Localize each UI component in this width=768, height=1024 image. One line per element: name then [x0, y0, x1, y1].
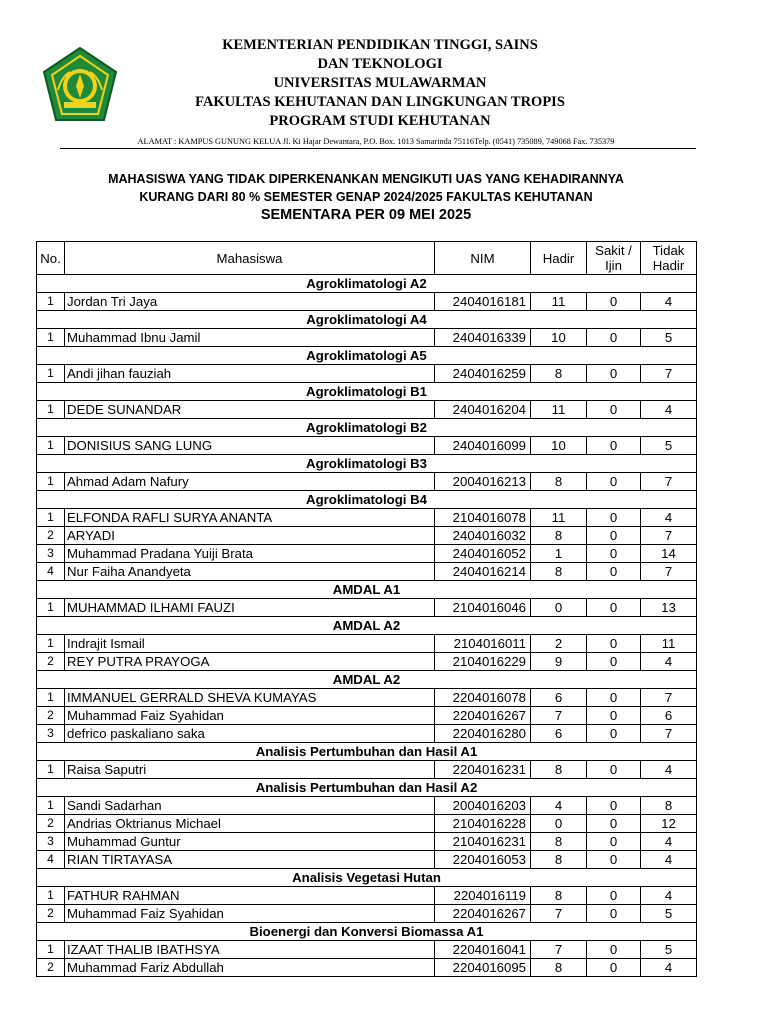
- cell-nim: 2104016228: [435, 815, 531, 833]
- cell-sakit-ijin: 0: [587, 887, 641, 905]
- title-line-3: SEMENTARA PER 09 MEI 2025: [260, 207, 472, 223]
- cell-tidak-hadir: 4: [641, 761, 697, 779]
- cell-hadir: 8: [531, 959, 587, 977]
- cell-tidak-hadir: 14: [641, 545, 697, 563]
- cell-no: 1: [37, 635, 65, 653]
- table-row: [37, 797, 697, 815]
- cell-name: Raisa Saputri: [65, 761, 435, 779]
- table-row: [37, 905, 697, 923]
- cell-hadir: 8: [531, 887, 587, 905]
- course-group-row: [37, 455, 697, 473]
- cell-nim: 2204016267: [435, 707, 531, 725]
- course-name: AMDAL A2: [37, 617, 697, 635]
- cell-hadir: 8: [531, 365, 587, 383]
- cell-nim: 2204016119: [435, 887, 531, 905]
- cell-hadir: 7: [531, 707, 587, 725]
- table-body: [37, 275, 697, 977]
- course-group-row: [37, 275, 697, 293]
- cell-sakit-ijin: 0: [587, 653, 641, 671]
- table-row: [37, 401, 697, 419]
- cell-sakit-ijin: 0: [587, 473, 641, 491]
- cell-sakit-ijin: 0: [587, 689, 641, 707]
- attendance-table: [36, 241, 697, 977]
- cell-sakit-ijin: 0: [587, 725, 641, 743]
- cell-sakit-ijin: 0: [587, 365, 641, 383]
- table-row: [37, 509, 697, 527]
- cell-sakit-ijin: 0: [587, 545, 641, 563]
- course-group-row: [37, 779, 697, 797]
- table-row: [37, 473, 697, 491]
- cell-no: 1: [37, 293, 65, 311]
- cell-name: Jordan Tri Jaya: [65, 293, 435, 311]
- cell-sakit-ijin: 0: [587, 509, 641, 527]
- header-mahasiswa: Mahasiswa: [65, 242, 435, 275]
- cell-no: 2: [37, 905, 65, 923]
- header-no: No.: [37, 242, 65, 275]
- cell-tidak-hadir: 4: [641, 293, 697, 311]
- course-group-row: [37, 617, 697, 635]
- cell-name: Muhammad Pradana Yuiji Brata: [65, 545, 435, 563]
- cell-nim: 2004016203: [435, 797, 531, 815]
- course-name: Analisis Pertumbuhan dan Hasil A2: [37, 779, 697, 797]
- cell-hadir: 4: [531, 797, 587, 815]
- cell-name: Muhammad Ibnu Jamil: [65, 329, 435, 347]
- course-group-row: [37, 923, 697, 941]
- cell-name: Nur Faiha Anandyeta: [65, 563, 435, 581]
- table-row: [37, 941, 697, 959]
- cell-tidak-hadir: 4: [641, 833, 697, 851]
- cell-hadir: 8: [531, 851, 587, 869]
- cell-sakit-ijin: 0: [587, 635, 641, 653]
- cell-no: 1: [37, 509, 65, 527]
- cell-no: 1: [37, 887, 65, 905]
- cell-tidak-hadir: 13: [641, 599, 697, 617]
- cell-no: 1: [37, 365, 65, 383]
- cell-sakit-ijin: 0: [587, 707, 641, 725]
- cell-sakit-ijin: 0: [587, 959, 641, 977]
- course-group-row: [37, 347, 697, 365]
- course-group-row: [37, 743, 697, 761]
- course-name: Analisis Pertumbuhan dan Hasil A1: [37, 743, 697, 761]
- cell-sakit-ijin: 0: [587, 527, 641, 545]
- course-name: Agroklimatologi B3: [37, 455, 697, 473]
- cell-hadir: 7: [531, 941, 587, 959]
- table-row: [37, 527, 697, 545]
- course-name: Agroklimatologi B4: [37, 491, 697, 509]
- cell-no: 1: [37, 329, 65, 347]
- cell-name: IZAAT THALIB IBATHSYA: [65, 941, 435, 959]
- cell-no: 2: [37, 959, 65, 977]
- title-line-1: MAHASISWA YANG TIDAK DIPERKENANKAN MENGIKUTI UAS YANG KEHADIRANNYA: [108, 172, 624, 186]
- cell-tidak-hadir: 6: [641, 707, 697, 725]
- table-row: [37, 599, 697, 617]
- course-name: AMDAL A2: [37, 671, 697, 689]
- cell-hadir: 11: [531, 293, 587, 311]
- cell-sakit-ijin: 0: [587, 401, 641, 419]
- address-line: ALAMAT : KAMPUS GUNUNG KELUA Jl. Ki Hajar Dewantara, P.O. Box. 1013 Samarinda 75116Telp. (0541) 735089, 749068 Fax. 735379: [137, 137, 615, 146]
- cell-name: Ahmad Adam Nafury: [65, 473, 435, 491]
- cell-no: 1: [37, 689, 65, 707]
- cell-name: DEDE SUNANDAR: [65, 401, 435, 419]
- table-row: [37, 365, 697, 383]
- cell-sakit-ijin: 0: [587, 905, 641, 923]
- cell-no: 2: [37, 815, 65, 833]
- course-group-row: [37, 671, 697, 689]
- cell-hadir: 0: [531, 815, 587, 833]
- cell-no: 1: [37, 941, 65, 959]
- table-row: [37, 761, 697, 779]
- cell-nim: 2104016229: [435, 653, 531, 671]
- course-name: Agroklimatologi A4: [37, 311, 697, 329]
- cell-no: 4: [37, 563, 65, 581]
- cell-tidak-hadir: 4: [641, 653, 697, 671]
- course-name: AMDAL A1: [37, 581, 697, 599]
- cell-hadir: 0: [531, 599, 587, 617]
- header-tidak-line2: Hadir: [652, 258, 685, 273]
- cell-no: 3: [37, 545, 65, 563]
- course-name: Bioenergi dan Konversi Biomassa A1: [37, 923, 697, 941]
- cell-tidak-hadir: 5: [641, 941, 697, 959]
- course-name: Analisis Vegetasi Hutan: [37, 869, 697, 887]
- cell-name: REY PUTRA PRAYOGA: [65, 653, 435, 671]
- cell-name: Muhammad Guntur: [65, 833, 435, 851]
- cell-no: 1: [37, 437, 65, 455]
- cell-nim: 2404016204: [435, 401, 531, 419]
- cell-no: 2: [37, 707, 65, 725]
- cell-hadir: 2: [531, 635, 587, 653]
- cell-hadir: 6: [531, 689, 587, 707]
- cell-no: 4: [37, 851, 65, 869]
- cell-tidak-hadir: 7: [641, 527, 697, 545]
- document-title: [30, 170, 702, 224]
- cell-hadir: 11: [531, 401, 587, 419]
- cell-hadir: 6: [531, 725, 587, 743]
- cell-nim: 2204016041: [435, 941, 531, 959]
- cell-tidak-hadir: 5: [641, 905, 697, 923]
- institution-line: DAN TEKNOLOGI: [317, 56, 443, 72]
- table-row: [37, 887, 697, 905]
- cell-tidak-hadir: 4: [641, 401, 697, 419]
- table-row: [37, 959, 697, 977]
- course-group-row: [37, 419, 697, 437]
- table-row: [37, 293, 697, 311]
- header-sakit-line2: Ijin: [605, 258, 622, 273]
- cell-hadir: 11: [531, 509, 587, 527]
- institution-line: PROGRAM STUDI KEHUTANAN: [269, 113, 491, 129]
- cell-sakit-ijin: 0: [587, 941, 641, 959]
- cell-name: MUHAMMAD ILHAMI FAUZI: [65, 599, 435, 617]
- cell-no: 1: [37, 797, 65, 815]
- cell-name: Muhammad Fariz Abdullah: [65, 959, 435, 977]
- cell-nim: 2404016052: [435, 545, 531, 563]
- cell-nim: 2104016011: [435, 635, 531, 653]
- title-line-2: KURANG DARI 80 % SEMESTER GENAP 2024/2025 FAKULTAS KEHUTANAN: [139, 190, 593, 204]
- table-row: [37, 329, 697, 347]
- cell-nim: 2004016213: [435, 473, 531, 491]
- course-group-row: [37, 383, 697, 401]
- cell-tidak-hadir: 11: [641, 635, 697, 653]
- table-row: [37, 707, 697, 725]
- header-hadir: Hadir: [531, 242, 587, 275]
- cell-name: Sandi Sadarhan: [65, 797, 435, 815]
- cell-nim: 2204016078: [435, 689, 531, 707]
- cell-no: 3: [37, 725, 65, 743]
- cell-name: Muhammad Faiz Syahidan: [65, 905, 435, 923]
- header-sakit-line1: Sakit /: [595, 243, 632, 258]
- table-row: [37, 833, 697, 851]
- cell-tidak-hadir: 12: [641, 815, 697, 833]
- table-row: [37, 545, 697, 563]
- cell-hadir: 1: [531, 545, 587, 563]
- cell-nim: 2404016032: [435, 527, 531, 545]
- cell-name: Indrajit Ismail: [65, 635, 435, 653]
- cell-tidak-hadir: 7: [641, 365, 697, 383]
- cell-nim: 2104016046: [435, 599, 531, 617]
- cell-no: 1: [37, 401, 65, 419]
- header-nim: NIM: [435, 242, 531, 275]
- cell-name: defrico paskaliano saka: [65, 725, 435, 743]
- table-row: [37, 815, 697, 833]
- cell-no: 2: [37, 527, 65, 545]
- cell-no: 2: [37, 653, 65, 671]
- cell-hadir: 9: [531, 653, 587, 671]
- cell-sakit-ijin: 0: [587, 833, 641, 851]
- cell-tidak-hadir: 5: [641, 329, 697, 347]
- cell-nim: 2204016280: [435, 725, 531, 743]
- header-tidak-hadir: [641, 242, 697, 275]
- cell-name: ARYADI: [65, 527, 435, 545]
- cell-name: Andrias Oktrianus Michael: [65, 815, 435, 833]
- cell-tidak-hadir: 4: [641, 509, 697, 527]
- cell-hadir: 8: [531, 761, 587, 779]
- cell-sakit-ijin: 0: [587, 797, 641, 815]
- course-name: Agroklimatologi B2: [37, 419, 697, 437]
- cell-nim: 2404016214: [435, 563, 531, 581]
- cell-name: Andi jihan fauziah: [65, 365, 435, 383]
- cell-nim: 2204016231: [435, 761, 531, 779]
- cell-nim: 2204016095: [435, 959, 531, 977]
- cell-no: 3: [37, 833, 65, 851]
- cell-sakit-ijin: 0: [587, 815, 641, 833]
- cell-sakit-ijin: 0: [587, 599, 641, 617]
- cell-nim: 2404016259: [435, 365, 531, 383]
- table-row: [37, 851, 697, 869]
- cell-sakit-ijin: 0: [587, 851, 641, 869]
- university-seal-icon: [40, 46, 120, 126]
- cell-nim: 2204016267: [435, 905, 531, 923]
- table-row: [37, 653, 697, 671]
- cell-no: 1: [37, 599, 65, 617]
- institution-line: UNIVERSITAS MULAWARMAN: [273, 75, 487, 91]
- cell-hadir: 8: [531, 563, 587, 581]
- institution-name: [160, 36, 600, 131]
- cell-hadir: 7: [531, 905, 587, 923]
- cell-nim: 2404016099: [435, 437, 531, 455]
- cell-hadir: 10: [531, 437, 587, 455]
- cell-tidak-hadir: 7: [641, 689, 697, 707]
- cell-sakit-ijin: 0: [587, 437, 641, 455]
- cell-hadir: 10: [531, 329, 587, 347]
- cell-name: FATHUR RAHMAN: [65, 887, 435, 905]
- institution-line: FAKULTAS KEHUTANAN DAN LINGKUNGAN TROPIS: [195, 94, 565, 110]
- cell-no: 1: [37, 761, 65, 779]
- cell-name: IMMANUEL GERRALD SHEVA KUMAYAS: [65, 689, 435, 707]
- course-name: Agroklimatologi A2: [37, 275, 697, 293]
- header-tidak-line1: Tidak: [652, 243, 685, 258]
- letterhead: [0, 0, 768, 160]
- course-group-row: [37, 869, 697, 887]
- header-divider: [60, 148, 696, 149]
- course-group-row: [37, 311, 697, 329]
- table-row: [37, 635, 697, 653]
- table-header-row: [37, 242, 697, 275]
- cell-nim: 2104016231: [435, 833, 531, 851]
- cell-sakit-ijin: 0: [587, 563, 641, 581]
- course-name: Agroklimatologi A5: [37, 347, 697, 365]
- cell-no: 1: [37, 473, 65, 491]
- cell-name: RIAN TIRTAYASA: [65, 851, 435, 869]
- course-name: Agroklimatologi B1: [37, 383, 697, 401]
- course-group-row: [37, 491, 697, 509]
- header-sakit-ijin: [587, 242, 641, 275]
- cell-tidak-hadir: 4: [641, 851, 697, 869]
- cell-hadir: 8: [531, 473, 587, 491]
- cell-tidak-hadir: 4: [641, 887, 697, 905]
- cell-sakit-ijin: 0: [587, 293, 641, 311]
- table-row: [37, 563, 697, 581]
- cell-tidak-hadir: 7: [641, 473, 697, 491]
- cell-nim: 2104016078: [435, 509, 531, 527]
- cell-tidak-hadir: 4: [641, 959, 697, 977]
- cell-name: ELFONDA RAFLI SURYA ANANTA: [65, 509, 435, 527]
- cell-nim: 2404016181: [435, 293, 531, 311]
- cell-tidak-hadir: 7: [641, 563, 697, 581]
- cell-tidak-hadir: 8: [641, 797, 697, 815]
- cell-nim: 2204016053: [435, 851, 531, 869]
- cell-nim: 2404016339: [435, 329, 531, 347]
- table-row: [37, 437, 697, 455]
- table-row: [37, 725, 697, 743]
- cell-hadir: 8: [531, 833, 587, 851]
- cell-tidak-hadir: 7: [641, 725, 697, 743]
- cell-tidak-hadir: 5: [641, 437, 697, 455]
- table-row: [37, 689, 697, 707]
- cell-name: DONISIUS SANG LUNG: [65, 437, 435, 455]
- cell-sakit-ijin: 0: [587, 761, 641, 779]
- course-group-row: [37, 581, 697, 599]
- institution-line: KEMENTERIAN PENDIDIKAN TINGGI, SAINS: [222, 37, 538, 53]
- cell-sakit-ijin: 0: [587, 329, 641, 347]
- cell-hadir: 8: [531, 527, 587, 545]
- cell-name: Muhammad Faiz Syahidan: [65, 707, 435, 725]
